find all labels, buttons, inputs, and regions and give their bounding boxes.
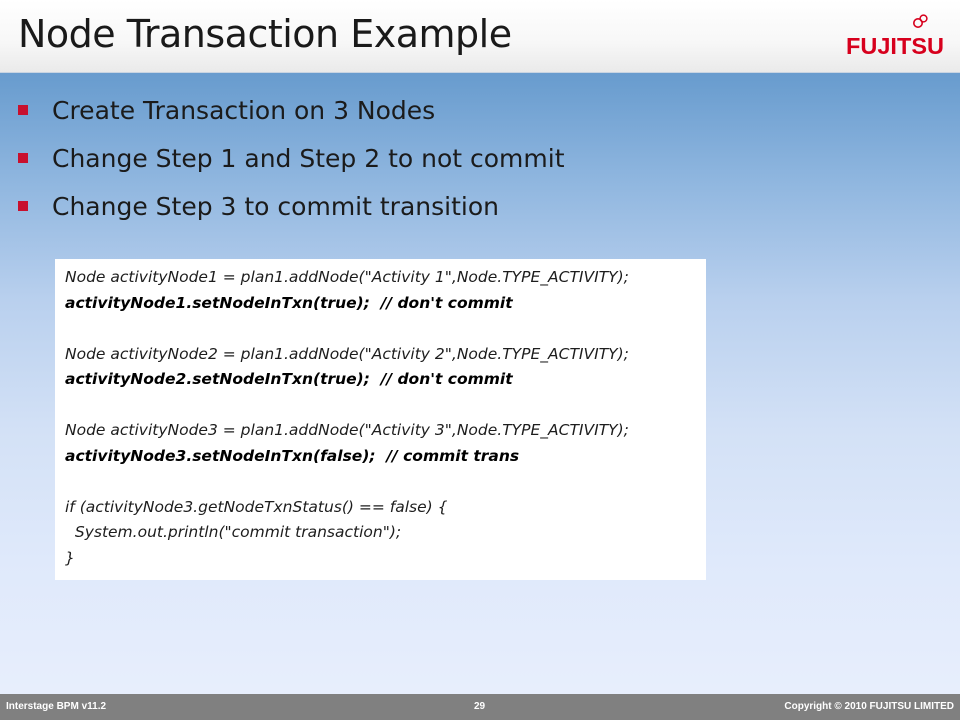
code-line: System.out.println("commit transaction");	[65, 523, 402, 541]
code-sample-box	[55, 259, 706, 580]
code-line	[65, 393, 696, 419]
bullet-square-icon	[18, 201, 28, 211]
code-line: Node activityNode1 = plan1.addNode("Activity 1",Node.TYPE_ACTIVITY);	[65, 268, 629, 286]
slide-title: Node Transaction Example	[18, 12, 512, 56]
title-bar	[0, 0, 960, 73]
bullet-text: Change Step 3 to commit transition	[52, 191, 499, 221]
footer-product: Interstage BPM v11.2	[6, 701, 107, 712]
code-line: activityNode1.setNodeInTxn(true); // don't commit	[65, 293, 513, 312]
bullet-text: Change Step 1 and Step 2 to not commit	[52, 143, 565, 173]
bullet-text: Create Transaction on 3 Nodes	[52, 95, 436, 125]
code-line: activityNode3.setNodeInTxn(false); // commit trans	[65, 446, 520, 465]
bullet-item	[18, 86, 718, 134]
bullet-list	[18, 86, 718, 230]
code-line: Node activityNode2 = plan1.addNode("Activity 2",Node.TYPE_ACTIVITY);	[65, 344, 629, 363]
footer-bar	[0, 694, 960, 720]
svg-text:FUJITSU: FUJITSU	[846, 33, 944, 59]
bullet-item	[18, 182, 718, 230]
code-line: if (activityNode3.getNodeTxnStatus() == false) {	[65, 497, 448, 516]
code-line: activityNode2.setNodeInTxn(true); // don't commit	[65, 370, 513, 388]
footer-copyright: Copyright © 2010 FUJITSU LIMITED	[784, 701, 954, 712]
code-line: }	[65, 548, 75, 567]
bullet-square-icon	[18, 105, 28, 115]
fujitsu-logo	[846, 12, 946, 62]
code-line: Node activityNode3 = plan1.addNode("Activity 3",Node.TYPE_ACTIVITY);	[65, 421, 629, 439]
bullet-item	[18, 134, 718, 182]
bullet-square-icon	[18, 153, 28, 163]
code-line	[65, 469, 696, 495]
code-line	[65, 316, 696, 342]
page-number: 29	[474, 701, 486, 712]
